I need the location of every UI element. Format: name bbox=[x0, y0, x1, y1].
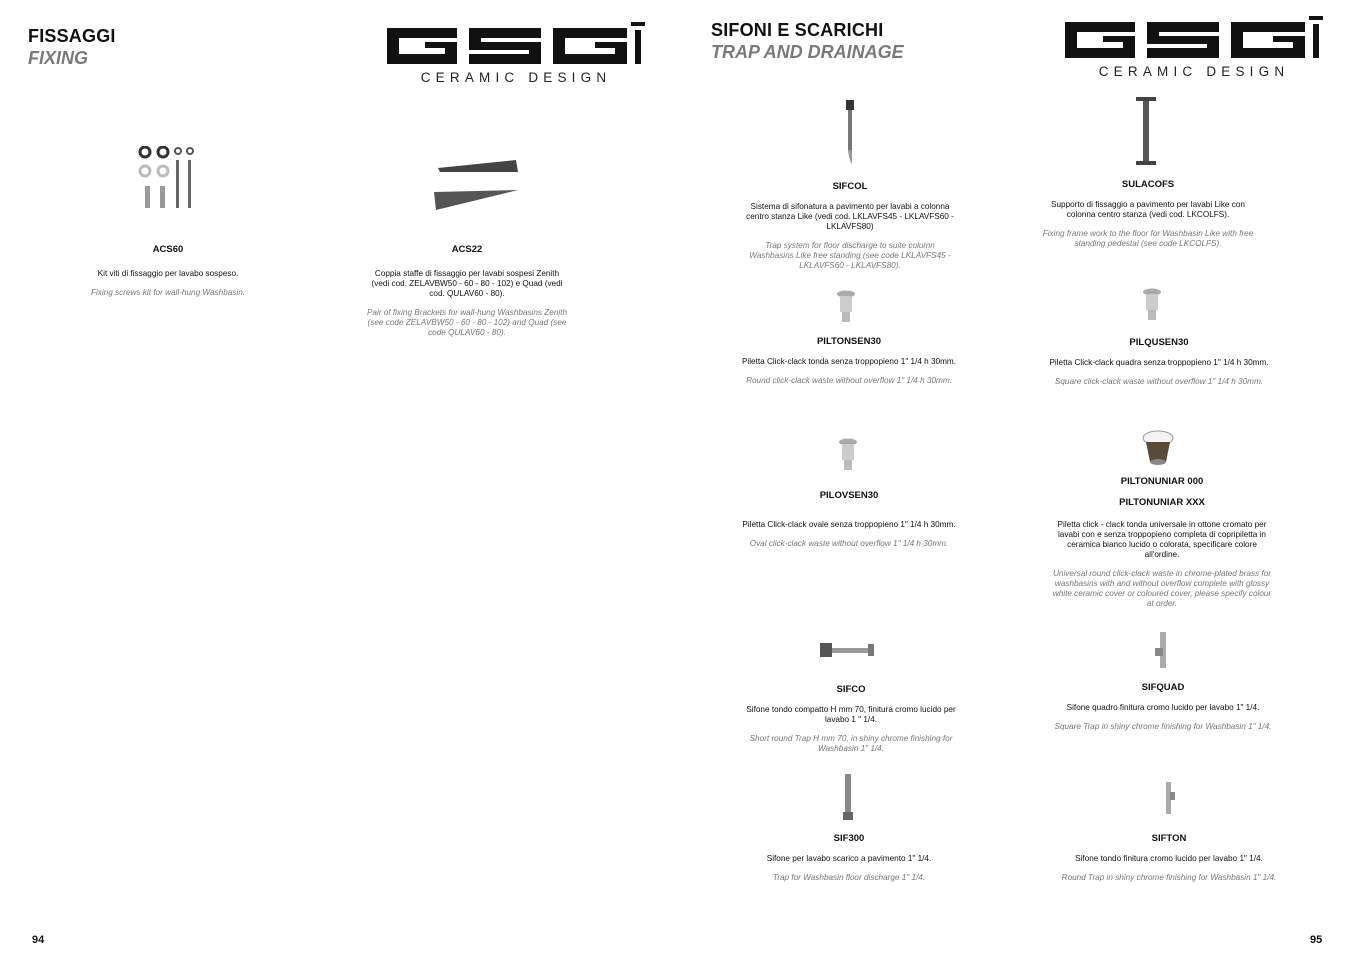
product-description-en: Fixing screws kit for wall-hung Washbasin. bbox=[90, 288, 246, 297]
product-piltonsen30 bbox=[726, 336, 972, 386]
product-description-en: Oval click-clack waste without overflow 1" 1/4 h 30mm. bbox=[749, 539, 949, 548]
gsg-logo-icon bbox=[385, 20, 647, 68]
logo-tagline-left: CERAMIC DESIGN bbox=[420, 70, 612, 85]
product-acs22 bbox=[366, 244, 568, 338]
product-description-en: Round click-clack waste without overflow 1" 1/4 h 30mm. bbox=[746, 376, 952, 385]
product-acs60 bbox=[70, 244, 266, 298]
round-waste-icon bbox=[836, 290, 856, 329]
product-code: ACS60 bbox=[152, 244, 184, 255]
product-code: SIFCOL bbox=[832, 181, 868, 192]
page-number-left: 94 bbox=[32, 934, 45, 946]
product-code: PILOVSEN30 bbox=[819, 490, 879, 501]
product-description-en: Trap system for floor discharge to suite column Washbasins Like free standing (see code LKLAVFS45 - LKLAVFS60 - LKLAVFS80). bbox=[749, 241, 951, 270]
product-pilqusen30 bbox=[1036, 337, 1282, 387]
page-number-right: 95 bbox=[1310, 934, 1323, 946]
product-description-it: Piletta Click-clack tonda senza troppopieno 1" 1/4 h 30mm. bbox=[741, 357, 957, 366]
product-description-it: Sifone per lavabo scarico a pavimento 1" 1/4. bbox=[766, 854, 932, 863]
product-description-it: Sifone tondo finitura cromo lucido per lavabo 1" 1/4. bbox=[1075, 854, 1263, 863]
product-code: PILTONSEN30 bbox=[816, 336, 882, 347]
screw-kit-icon bbox=[138, 146, 196, 217]
compact-trap-icon bbox=[820, 640, 876, 665]
right-page-subtitle: TRAP AND DRAINAGE bbox=[711, 42, 904, 62]
product-description-en: Trap for Washbasin floor discharge 1" 1/4. bbox=[772, 873, 926, 882]
product-description-it: Piletta Click-clack quadra senza troppopieno 1" 1/4 h 30mm. bbox=[1049, 358, 1269, 367]
product-description-en: Universal round click-clack waste in chrome-plated brass for washbasins with and without overflow complete with glossy white ceramic cover or coloured cover, please specify colour at order. bbox=[1052, 569, 1272, 608]
product-pilovsen30 bbox=[726, 490, 972, 549]
product-code: SULACOFS bbox=[1121, 179, 1175, 190]
product-description-it: Coppia staffe di fissaggio per lavabi sospesi Zenith (vedi cod. ZELAVBW50 - 60 - 80 - 102) e Quad (vedi cod. QULAV60 - 80). bbox=[371, 269, 563, 298]
product-sulacofs bbox=[1042, 179, 1254, 249]
product-description-it: Sifone tondo compatto H mm 70, finitura cromo lucido per lavabo 1 " 1/4. bbox=[746, 705, 956, 724]
product-code: SIFCO bbox=[836, 684, 866, 695]
product-description-en: Short round Trap H mm 70, in shiny chrome finishing for Washbasin 1" 1/4. bbox=[749, 734, 953, 753]
brand-logo-left bbox=[385, 20, 647, 85]
product-sifco bbox=[746, 684, 956, 754]
product-description-it: Kit viti di fissaggio per lavabo sospeso. bbox=[97, 269, 239, 278]
ceramic-cover-waste-icon bbox=[1142, 430, 1174, 471]
product-piltonuniar bbox=[1050, 476, 1274, 609]
product-description-en: Fixing frame work to the floor for Washbasin Like with free standing pedestal (see code LKCOLFS). bbox=[1042, 229, 1254, 248]
right-page-title: SIFONI E SCARICHI bbox=[711, 20, 884, 40]
column-trap-icon bbox=[843, 100, 857, 171]
product-code: ACS22 bbox=[451, 244, 483, 255]
logo-tagline-right: CERAMIC DESIGN bbox=[1098, 64, 1290, 79]
product-code: SIFQUAD bbox=[1141, 682, 1185, 693]
product-description-it: Piletta click - clack tonda universale in ottone cromato per lavabi con e senza troppopieno completa di copripiletta in ceramica bianco lucido o colorata, specificare colore all'ordine. bbox=[1057, 520, 1267, 559]
left-page-title: FISSAGGI bbox=[28, 26, 116, 46]
product-sifton bbox=[1046, 833, 1292, 883]
product-code: SIFTON bbox=[1151, 833, 1187, 844]
product-description-en: Square Trap in shiny chrome finishing for Washbasin 1" 1/4. bbox=[1054, 722, 1272, 731]
product-description-it: Supporto di fissaggio a pavimento per lavabi Like con colonna centro stanza (vedi cod. LKCOLFS). bbox=[1051, 200, 1245, 219]
floor-trap-icon bbox=[842, 774, 854, 827]
square-waste-icon bbox=[1142, 288, 1162, 327]
support-frame-icon bbox=[1134, 97, 1158, 172]
product-description-en: Pair of fixing Brackets for wall-hung Washbasins Zenith (see code ZELAVBW50 - 60 - 80 - 102) and Quad (see code QULAV60 - 80). bbox=[366, 308, 568, 337]
bracket-icon bbox=[432, 158, 522, 217]
product-description-it: Sifone quadro finitura cromo lucido per lavabo 1" 1/4. bbox=[1066, 703, 1260, 712]
product-description-en: Square click-clack waste without overflow 1" 1/4 h 30mm. bbox=[1054, 377, 1264, 386]
product-description-it: Piletta Click-clack ovale senza troppopieno 1" 1/4 h 30mm. bbox=[742, 520, 956, 529]
product-code: PILQUSEN30 bbox=[1129, 337, 1189, 348]
square-trap-icon bbox=[1154, 632, 1172, 677]
product-sifquad bbox=[1040, 682, 1286, 732]
product-sifcol bbox=[742, 181, 958, 271]
round-trap-icon bbox=[1162, 782, 1176, 821]
oval-waste-icon bbox=[838, 438, 858, 477]
product-code: PILTONUNIAR 000 bbox=[1120, 476, 1204, 487]
product-code-variant: PILTONUNIAR XXX bbox=[1119, 497, 1205, 508]
product-description-en: Round Trap in shiny chrome finishing for Washbasin 1" 1/4. bbox=[1061, 873, 1277, 882]
product-code: SIF300 bbox=[833, 833, 865, 844]
product-sif300 bbox=[726, 833, 972, 883]
brand-logo-right bbox=[1063, 14, 1325, 79]
left-page-subtitle: FIXING bbox=[28, 48, 89, 68]
gsg-logo-icon bbox=[1063, 14, 1325, 62]
product-description-it: Sistema di sifonatura a pavimento per lavabi a colonna centro stanza Like (vedi cod. LKLAVFS45 - LKLAVFS60 - LKLAVFS80) bbox=[746, 202, 954, 231]
